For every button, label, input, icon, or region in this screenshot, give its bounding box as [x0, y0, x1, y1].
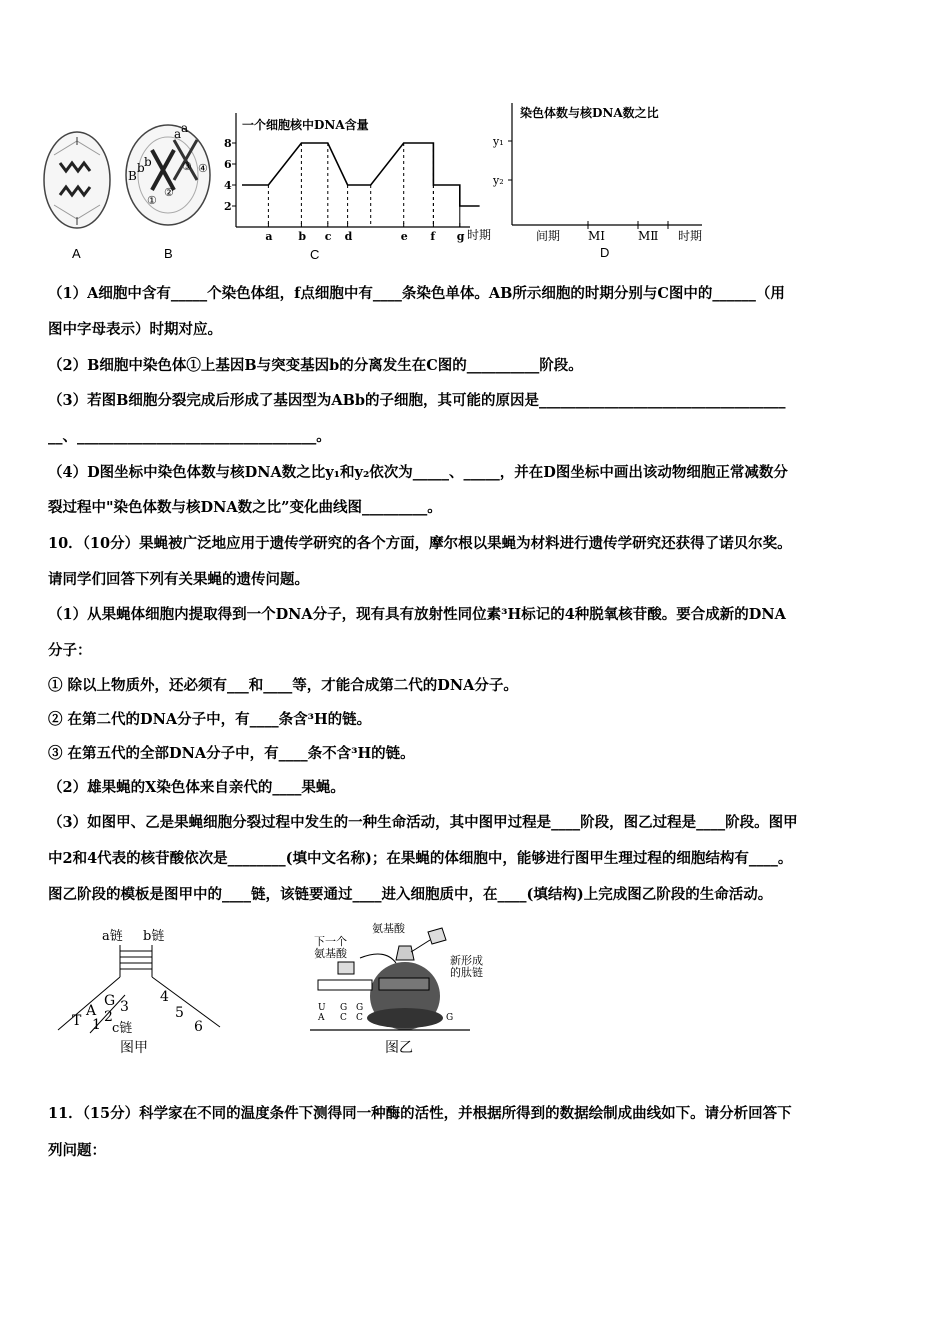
- chromosome-4: ④: [198, 162, 208, 175]
- new-chain-label-1: 新形成: [450, 954, 483, 967]
- chart-d-label: D: [600, 245, 610, 260]
- codon-6: C: [356, 1013, 363, 1023]
- aa-label: 氨基酸: [372, 922, 405, 935]
- chart-d-xlabel: 时期: [678, 229, 703, 243]
- chart-c-xtick-label: e: [400, 230, 408, 243]
- q10-2: （2）雄果蝇的X染色体来自亲代的____果蝇。: [48, 779, 345, 796]
- q9-3-line1: （3）若图B细胞分裂完成后形成了基因型为ABb的子细胞，其可能的原因是__________________________________: [48, 392, 786, 409]
- chart-c-ytick-label: 2: [224, 200, 232, 213]
- chart-c-ytick-label: 4: [224, 179, 232, 192]
- chain-a-label: a链: [102, 929, 123, 944]
- codon-1: U: [318, 1003, 326, 1013]
- q10-intro-line2: 请同学们回答下列有关果蝇的遗传问题。: [48, 571, 309, 588]
- figure-jia-caption: 图甲: [120, 1040, 148, 1056]
- next-aa-label-1: 下一个: [314, 935, 347, 948]
- new-chain-label-2: 的肽链: [450, 966, 483, 979]
- q11-line1: 11．（15分）科学家在不同的温度条件下测得同一种酶的活性，并根据所得到的数据绘制成曲线如下。请分析回答下: [48, 1105, 792, 1122]
- cell-a-label: A: [72, 246, 81, 261]
- chart-d-xtick-label: MⅡ: [638, 229, 659, 243]
- figure-jia: [50, 925, 250, 1060]
- cell-a-figure: [40, 125, 115, 265]
- gene-b1: b: [137, 161, 145, 175]
- q10-3-line3: 图乙阶段的模板是图甲中的____链，该链要通过____进入细胞质中，在____(填结构)上完成图乙阶段的生命活动。: [48, 886, 773, 903]
- chart-c-series-line: [242, 143, 480, 206]
- cell-b-figure: [122, 120, 217, 265]
- base-T: T: [72, 1013, 82, 1029]
- gene-a1: a: [174, 127, 182, 141]
- chromosome-3: ③: [182, 160, 192, 173]
- q10-1-line1: （1）从果蝇体细胞内提取得到一个DNA分子，现有具有放射性同位素³H标记的4种脱氧核苷酸。要合成新的DNA: [48, 606, 786, 623]
- chart-d-xtick-label: MⅠ: [588, 229, 606, 243]
- chart-d: [490, 95, 720, 265]
- codon-3: G: [340, 1003, 348, 1013]
- q10-1-item2: ② 在第二代的DNA分子中，有____条含³H的链。: [48, 711, 372, 728]
- base-G: G: [104, 993, 116, 1009]
- chromosome-1: ①: [147, 194, 157, 207]
- chart-d-ytick-label: y₂: [493, 174, 504, 187]
- q10-3-line1: （3）如图甲、乙是果蝇细胞分裂过程中发生的一种生命活动，其中图甲过程是____阶段，图乙过程是____阶段。图甲: [48, 814, 798, 831]
- cell-b-label: B: [164, 246, 173, 261]
- figure-yi-caption: 图乙: [385, 1040, 413, 1056]
- chart-c-ytick-label: 6: [224, 158, 232, 171]
- codon-7: G: [446, 1013, 454, 1023]
- q9-3-line2: __、_________________________________。: [48, 428, 331, 445]
- chart-d-xtick-label: 间期: [536, 229, 561, 243]
- gene-a2: a: [181, 121, 189, 135]
- gene-B: B: [128, 169, 137, 183]
- chart-d-ytick-label: y₁: [493, 135, 504, 148]
- chart-c-xtick-label: d: [344, 230, 353, 243]
- q10-3-line2: 中2和4代表的核苷酸依次是________(填中文名称)；在果蝇的体细胞中，能够进行图甲生理过程的细胞结构有____。: [48, 850, 793, 867]
- q9-1-line1: （1）A细胞中含有_____个染色体组，f点细胞中有____条染色单体。AB所示细胞的时期分别与C图中的______（用: [48, 285, 785, 302]
- base-5: 5: [175, 1005, 184, 1021]
- chromosome-2: ②: [164, 186, 174, 199]
- q9-4-line2: 裂过程中"染色体数与核DNA数之比”变化曲线图_________。: [48, 499, 442, 516]
- q9-2: （2）B细胞中染色体①上基因B与突变基因b的分离发生在C图的__________阶段。: [48, 357, 583, 374]
- figure-yi: [300, 918, 490, 1060]
- codon-5: G: [356, 1003, 364, 1013]
- q10-1-item3: ③ 在第五代的全部DNA分子中，有____条不含³H的链。: [48, 745, 415, 762]
- base-2: 2: [104, 1009, 113, 1025]
- q10-1-item1: ① 除以上物质外，还必须有___和____等，才能合成第二代的DNA分子。: [48, 677, 518, 694]
- q10-intro-line1: 10．（10分）果蝇被广泛地应用于遗传学研究的各个方面，摩尔根以果蝇为材料进行遗传学研究还获得了诺贝尔奖。: [48, 535, 792, 552]
- base-6: 6: [194, 1019, 203, 1035]
- q10-1-line2: 分子：: [48, 642, 92, 659]
- chart-c-xtick-label: g: [456, 230, 465, 243]
- chart-c-label: C: [310, 247, 320, 262]
- chart-c-title: 一个细胞核中DNA含量: [242, 118, 369, 132]
- chart-c-ytick-label: 8: [224, 137, 232, 150]
- codon-2: A: [318, 1013, 325, 1023]
- next-aa-label-2: 氨基酸: [314, 947, 347, 960]
- chart-d-title: 染色体数与核DNA数之比: [520, 106, 659, 120]
- chain-b-label: b链: [143, 929, 165, 944]
- chart-c-xlabel: 时期: [467, 228, 492, 242]
- gene-b2: b: [144, 155, 152, 169]
- chain-c-label: c链: [112, 1021, 133, 1036]
- base-A: A: [86, 1003, 97, 1019]
- q9-4-line1: （4）D图坐标中染色体数与核DNA数之比y₁和y₂依次为_____、_____，并在D图坐标中画出该动物细胞正常减数分: [48, 464, 788, 481]
- chart-c-xtick-label: a: [265, 230, 273, 243]
- base-4: 4: [160, 989, 169, 1005]
- q11-line2: 列问题：: [48, 1142, 106, 1159]
- codon-4: C: [340, 1013, 347, 1023]
- chart-c-xtick-label: c: [324, 230, 332, 243]
- chart-c-xtick-label: f: [430, 230, 436, 243]
- base-1: 1: [92, 1017, 101, 1033]
- chart-c: [222, 105, 502, 265]
- chart-c-xtick-label: b: [298, 230, 307, 243]
- base-3: 3: [120, 999, 129, 1015]
- q9-1-line2: 图中字母表示）时期对应。: [48, 321, 222, 338]
